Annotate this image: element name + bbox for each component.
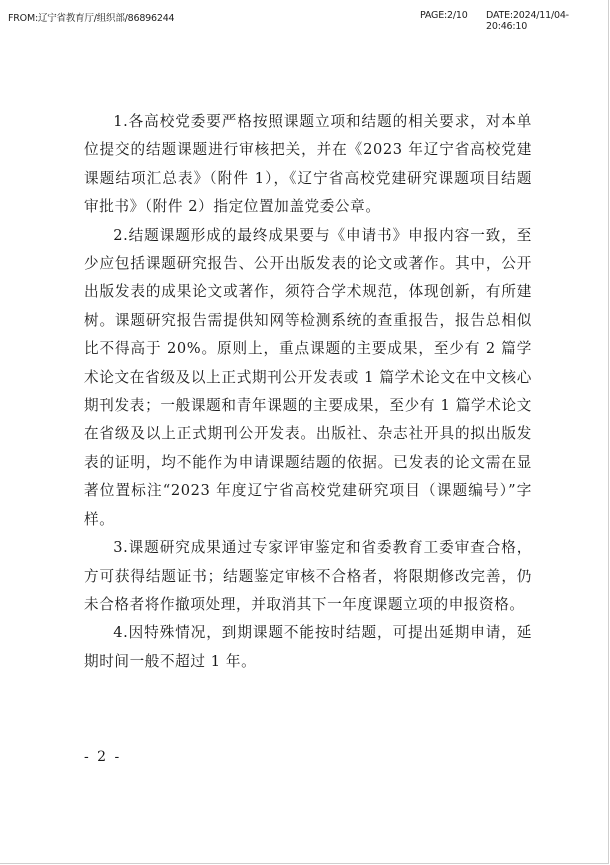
fax-date: DATE:2024/11/04-20:46:10: [486, 10, 569, 32]
document-body: [84, 108, 532, 676]
paragraph-4: 4.因特殊情况，到期课题不能按时结题，可提出延期申请，延期时间一般不超过 1 年。: [84, 624, 532, 670]
page-number: - 2 -: [84, 749, 122, 765]
fax-sender: FROM:辽宁省教育厅/组织部/86896244: [8, 13, 175, 24]
paragraph-3: 3.课题研究成果通过专家评审鉴定和省委教育工委审查合格，方可获得结题证书；结题鉴定审核不合格者，将限期修改完善，仍未合格者将作撤项处理，并取消其下一年度课题立项的申报资格。: [84, 539, 532, 613]
paragraph-2: 2.结题课题形成的最终成果要与《申请书》申报内容一致，至少应包括课题研究报告、公开出版发表的论文或著作。其中，公开出版发表的成果论文或著作，须符合学术规范，体现创新，有所建树。课题研究报告需提供知网等检测系统的查重报告，报告总相似比不得高于 20%。原则上，重点课题的主要成果，至少有 2 篇学术论文在省级及以上正式期刊公开发表或 1 篇学术论文在中文核心期刊发表；一般课题和青年课题的主要成果，至少有 1 篇学术论文在省级及以上正式期刊公开发表。出版社、杂志社开具的拟出版发表的证明，均不能作为申请课题结题的依据。已发表的论文需在显著位置标注“2023 年度辽宁省高校党建研究项目（课题编号）”字样。: [84, 226, 532, 528]
fax-page-count: PAGE:2/10: [420, 10, 468, 21]
paragraph-1: 1.各高校党委要严格按照课题立项和结题的相关要求，对本单位提交的结题课题进行审核把关，并在《2023 年辽宁省高校党建课题结项汇总表》（附件 1），《辽宁省高校党建研究课题项目结题审批书》（附件 2）指定位置加盖党委公章。: [84, 113, 532, 216]
fax-header: [8, 10, 600, 32]
